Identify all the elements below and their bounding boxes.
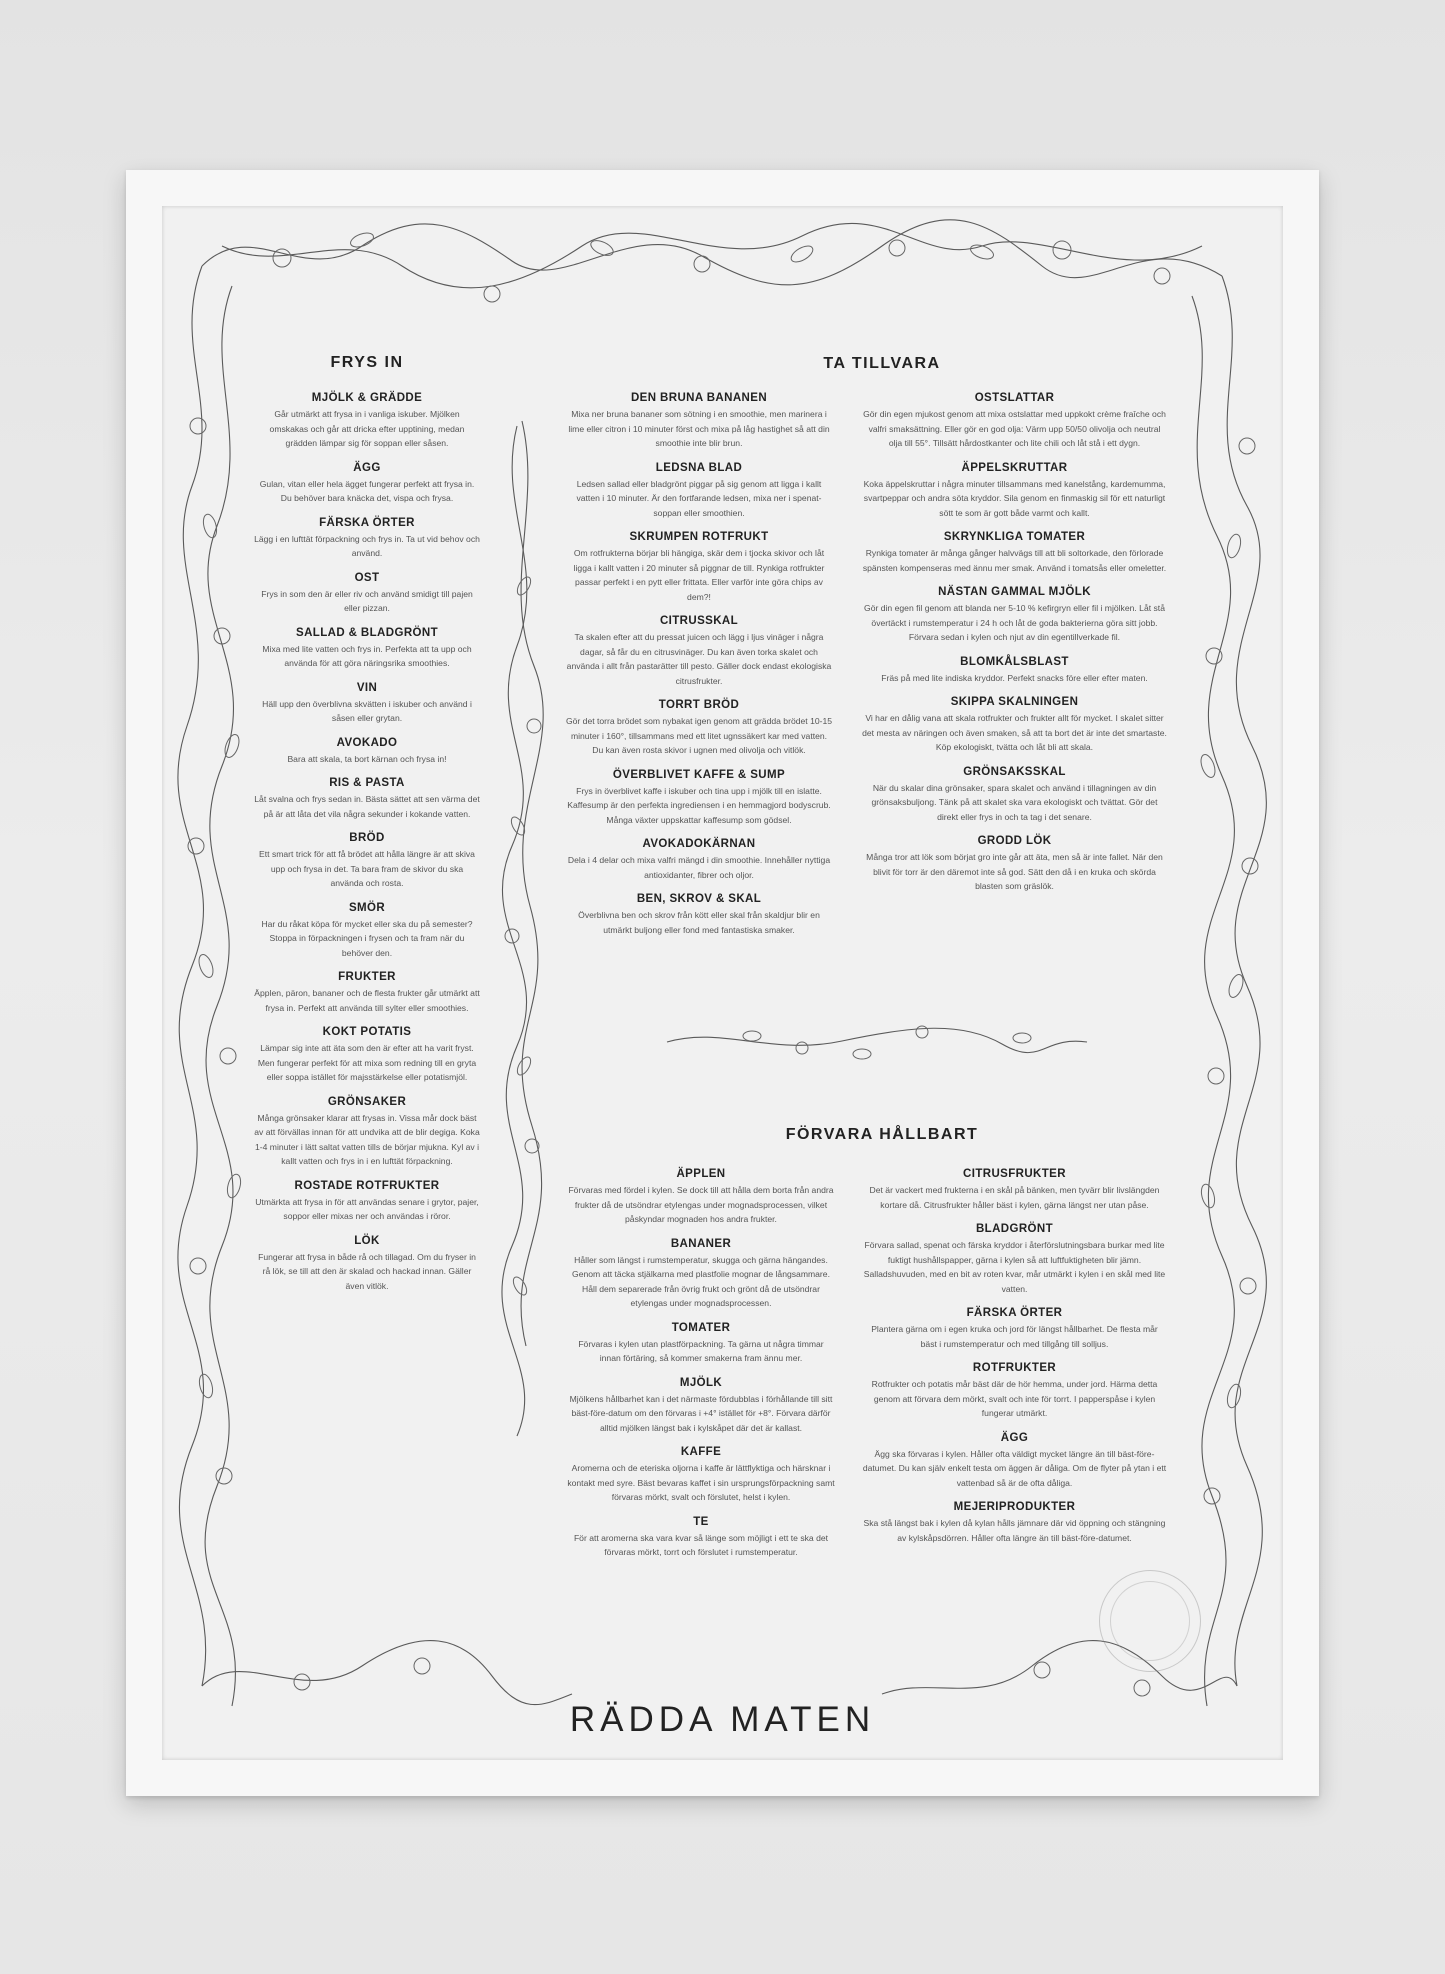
entry-title: TORRT BRÖD bbox=[658, 699, 740, 711]
entry bbox=[254, 971, 480, 1015]
entry-text: Förvara sallad, spenat och färska kryddor i återförslutningsbara burkar med lite fuktigt hushållspapper, gärna i kylen så att luftfuktigheten blir jämn. Salladshuvuden, med en bit av roten kvar, mår utmärkt i kylen i en skål med lite vatten. bbox=[863, 1240, 1166, 1294]
entry-text: Mjölkens hållbarhet kan i det närmaste fördubblas i förhållande till sitt bäst-före-datum om den förvaras i +4° istället för +8°. Förvara därför alltid mjölken längst bak i kylskåpet där det är kallast. bbox=[569, 1393, 833, 1433]
entry bbox=[565, 462, 833, 521]
entry-title: ÄGG bbox=[353, 461, 381, 474]
entry bbox=[862, 1168, 1167, 1212]
entry-text: Mixa med lite vatten och frys in. Perfekta att ta upp och använda för att göra näringsrika smoothies. bbox=[262, 643, 472, 668]
entry-text: Ledsen sallad eller bladgrönt piggar på sig genom att ligga i kallt vatten i 10 minuter. Är den fortfarande ledsen, mixa ner i spenat-soppan eller smoothien. bbox=[576, 478, 822, 518]
entry bbox=[862, 696, 1167, 755]
entry bbox=[254, 1026, 480, 1085]
entry bbox=[254, 777, 480, 821]
entry bbox=[862, 1501, 1167, 1545]
entry-title: OSTSLATTAR bbox=[974, 392, 1055, 404]
entry-title: OST bbox=[354, 571, 380, 584]
entry-text: Går utmärkt att frysa in i vanliga iskuber. Mjölken omskakas och går att dricka efter upptining, medan grädden lämpar sig för soppan eller såsen. bbox=[269, 409, 465, 448]
entry-title: ÄPPLEN bbox=[676, 1168, 726, 1180]
entry-text: Ska stå längst bak i kylen då kylan hålls jämnare där vid öppning och stängning av kylskåpsdörren. Håller ofta längre än till bäst-före-datumet. bbox=[863, 1518, 1166, 1543]
entry-title: FÄRSKA ÖRTER bbox=[966, 1307, 1063, 1319]
entry bbox=[254, 462, 480, 506]
entry-text: Rynkiga tomater är många gånger halvvägs till att bli soltorkade, den förlorade spänsten kompenseras med ännu mer smak. Använd i tomatsås eller omeletter. bbox=[862, 548, 1167, 573]
entry bbox=[862, 766, 1167, 825]
entry-title: BLOMKÅLSBLAST bbox=[960, 655, 1069, 668]
entry-text: Frys in som den är eller riv och använd smidigt till pajen eller pizzan. bbox=[261, 588, 473, 613]
entry bbox=[567, 1377, 835, 1436]
entry-title: LÖK bbox=[354, 1234, 380, 1247]
entry-text: Äpplen, päron, bananer och de flesta frukter går utmärkt att frysa in. Perfekt att använda till sylter eller smoothies. bbox=[254, 988, 480, 1013]
entry-title: VIN bbox=[356, 681, 378, 694]
entry-title: ÄPPELSKRUTTAR bbox=[961, 461, 1068, 474]
entry bbox=[565, 769, 833, 828]
entry-text: Håller som längst i rumstemperatur, skugga och gärna hängandes. Genom att täcka stjälkarna med plastfolie mognar de långsammare. Håll dem separerade från övrig frukt och grönt då de utsöndrar etylengas under mognadsprocessen. bbox=[572, 1254, 830, 1308]
entry-title: AVOKADOKÄRNAN bbox=[642, 838, 756, 850]
entry bbox=[862, 462, 1167, 521]
ta-tillvara-left-column bbox=[565, 392, 833, 948]
entry bbox=[254, 682, 480, 726]
entry bbox=[567, 1238, 835, 1311]
poster-frame bbox=[126, 170, 1319, 1796]
entry-text: Många tror att lök som börjat gro inte går att äta, men så är inte fallet. När den blivit för torr är den däremot inte så god. Sätt den då i en kruka och skörda blasten som gräslök. bbox=[866, 852, 1163, 891]
ta-tillvara-right-column bbox=[862, 392, 1167, 905]
entry-title: TE bbox=[693, 1515, 709, 1528]
entry-title: RIS & PASTA bbox=[329, 777, 405, 789]
entry-title: MJÖLK & GRÄDDE bbox=[311, 392, 423, 404]
frys-in-column bbox=[254, 392, 480, 1304]
entry bbox=[567, 1322, 835, 1366]
entry bbox=[862, 531, 1167, 575]
entry-text: Fräs på med lite indiska kryddor. Perfekt snacks före eller efter maten. bbox=[881, 672, 1148, 683]
entry-title: SALLAD & BLADGRÖNT bbox=[296, 626, 438, 639]
entry-text: Gör det torra brödet som nybakat igen genom att grädda brödet 10-15 minuter i 160°, tillsammans med ett litet ugnssäkert kar med vatten. Du kan även rosta skivor i ugnen med olivolja och vitlök. bbox=[565, 716, 833, 755]
entry-text: Har du råkat köpa för mycket eller ska du på semester? Stoppa in förpackningen i frysen och ta fram när du behöver den. bbox=[261, 918, 473, 958]
entry bbox=[565, 615, 833, 688]
entry-title: DEN BRUNA BANANEN bbox=[630, 392, 768, 404]
entry bbox=[565, 699, 833, 758]
entry bbox=[567, 1516, 835, 1560]
entry-title: SMÖR bbox=[348, 901, 386, 914]
entry bbox=[565, 531, 833, 604]
entry bbox=[254, 832, 480, 891]
entry-title: KOKT POTATIS bbox=[322, 1026, 412, 1038]
entry-text: Rotfrukter och potatis mår bäst där de hör hemma, under jord. Härma detta genom att förvara dem mörkt, svalt och inte för torrt. I papperspåse i kylen fungerar utmärkt. bbox=[871, 1379, 1158, 1418]
entry bbox=[565, 838, 833, 882]
entry bbox=[254, 1235, 480, 1294]
entry bbox=[254, 902, 480, 961]
entry-text: Fungerar att frysa in både rå och tillagad. Om du fryser in rå lök, se till att den är skalad och hackad innan. Gäller även vitlök. bbox=[258, 1251, 476, 1291]
entry-text: Låt svalna och frys sedan in. Bästa sättet att sen värma det på är att låta det vila några sekunder i kokande vatten. bbox=[254, 794, 480, 819]
entry bbox=[862, 1223, 1167, 1296]
entry-title: GRÖNSAKSSKAL bbox=[963, 765, 1066, 778]
entry-text: Plantera gärna om i egen kruka och jord för längst hållbarhet. De flesta mår bäst i rumstemperatur och med tillgång till solljus. bbox=[871, 1324, 1158, 1349]
entry-text: Ta skalen efter att du pressat juicen och lägg i ljus vinäger i några dagar, så får du en citrusvinäger. Du kan även torka skalet och använda i allt från pastarätter till pesto. Gäller dock endast ekologiska citrusfrukter. bbox=[566, 632, 832, 686]
entry bbox=[862, 1362, 1167, 1421]
entry-title: SKRUMPEN ROTFRUKT bbox=[629, 531, 769, 543]
frys-in-title: FRYS IN bbox=[330, 354, 404, 371]
entry-title: GRODD LÖK bbox=[977, 835, 1052, 847]
entry-text: Ett smart trick för att få brödet att hålla längre är att skiva upp och frysa in det. Ta bara fram de skivor du ska använda och rosta. bbox=[259, 849, 475, 888]
entry bbox=[862, 1307, 1167, 1351]
entry bbox=[567, 1446, 835, 1505]
entry-title: BEN, SKROV & SKAL bbox=[636, 893, 762, 905]
entry-text: Lägg i en lufttät förpackning och frys in. Ta ut vid behov och använd. bbox=[254, 533, 480, 558]
entry-title: ÖVERBLIVET KAFFE & SUMP bbox=[612, 768, 786, 781]
entry-text: Förvaras med fördel i kylen. Se dock till att hålla dem borta från andra frukter då de utsöndrar etylengas under mognadsprocessen, vilket påskyndar mognaden hos andra frukter. bbox=[568, 1185, 834, 1224]
entry-title: MEJERIPRODUKTER bbox=[953, 1501, 1076, 1513]
entry-text: Det är vackert med frukterna i en skål på bänken, men tyvärr blir livslängden kortare då. Citrusfrukter håller bäst i kylen, gärna längst ner utan påse. bbox=[869, 1185, 1160, 1210]
entry bbox=[254, 1096, 480, 1169]
entry-text: Överblivna ben och skrov från kött eller skal från skaldjur blir en utmärkt buljong eller fond med fantastiska smaker. bbox=[578, 910, 820, 935]
entry-title: MJÖLK bbox=[679, 1376, 723, 1389]
entry-text: Lämpar sig inte att äta som den är efter att ha varit fryst. Men fungerar perfekt för att mixa som redning till en gryta eller soppa istället för majsstärkelse eller potatismjöl. bbox=[257, 1043, 477, 1082]
entry-text: Dela i 4 delar och mixa valfri mängd i din smoothie. Innehåller nyttiga antioxidanter, fibrer och oljor. bbox=[567, 855, 831, 880]
entry bbox=[254, 1180, 480, 1224]
entry-text: Gör din egen fil genom att blanda ner 5-10 % kefirgryn eller fil i mjölken. Låt stå övertäckt i rumstemperatur i 24 h och låt de goda bakterierna göra sitt jobb. Förvara sedan i kylen och njut av din egentillverkade fil. bbox=[864, 603, 1165, 642]
entry bbox=[254, 737, 480, 767]
entry-text: När du skalar dina grönsaker, spara skalet och använd i tillagningen av din grönsaksbuljong. Tänk på att skalet ska vara ekologiskt och tvättat. Gör det direkt eller frys in och ta tag i det senare. bbox=[871, 782, 1158, 822]
entry-title: CITRUSFRUKTER bbox=[963, 1168, 1066, 1180]
entry-text: Utmärkta att frysa in för att användas senare i grytor, pajer, soppor eller mixas ner och användas i röror. bbox=[255, 1196, 479, 1221]
entry bbox=[254, 392, 480, 451]
entry bbox=[565, 893, 833, 937]
entry-text: Gulan, vitan eller hela ägget fungerar perfekt att frysa in. Du behöver bara knäcka det, vispa och frysa. bbox=[259, 478, 475, 503]
entry-text: Koka äppelskruttar i några minuter tillsammans med kanelstång, kardemumma, svartpeppar och andra söta kryddor. Sila genom en finmaskig sil för ett naturligt sött te som är gott både varmt och kallt. bbox=[863, 478, 1166, 518]
entry-title: SKIPPA SKALNINGEN bbox=[950, 696, 1079, 708]
entry bbox=[862, 392, 1167, 451]
entry-text: Mixa ner bruna bananer som sötning i en smoothie, men marinera i lime eller citron i 10 minuter först och mixa på låg hastighet så att din smoothie inte blir brun. bbox=[568, 409, 830, 448]
entry-title: BANANER bbox=[670, 1237, 732, 1250]
entry-text: Ägg ska förvaras i kylen. Håller ofta väldigt mycket längre än till bäst-före-datumet. Du kan själv enkelt testa om äggen är dåliga. Om de flyter på ytan i ett vattenbad så är de ofta dåliga. bbox=[862, 1448, 1167, 1488]
entry-title: GRÖNSAKER bbox=[327, 1095, 407, 1108]
entry-text: För att aromerna ska vara kvar så länge som möjligt i ett te ska det förvaras mörkt, torrt och förslutet i rumstemperatur. bbox=[573, 1532, 829, 1557]
ta-tillvara-title: TA TILLVARA bbox=[823, 355, 941, 372]
entry bbox=[565, 392, 833, 451]
entry bbox=[254, 627, 480, 671]
poster bbox=[162, 206, 1283, 1760]
entry-text: Häll upp den överblivna skvätten i iskuber och använd i såsen eller grytan. bbox=[262, 698, 472, 723]
entry-title: FÄRSKA ÖRTER bbox=[319, 516, 415, 529]
entry bbox=[254, 572, 480, 616]
entry-text: Frys in överblivet kaffe i iskuber och tina upp i mjölk till en islatte. Kaffesump är den perfekta ingrediensen i en hemmagjord bodyscrub. Många växter uppskattar kaffesump som gödsel. bbox=[567, 785, 831, 825]
entry bbox=[862, 1432, 1167, 1491]
maker-stamp bbox=[1099, 1570, 1201, 1672]
forvara-left-column bbox=[567, 1168, 835, 1571]
entry-title: CITRUSSKAL bbox=[659, 615, 739, 627]
entry bbox=[862, 586, 1167, 645]
brand-title: RÄDDA MATEN bbox=[569, 1700, 876, 1739]
entry-title: ROTFRUKTER bbox=[972, 1362, 1057, 1374]
entry-text: Bara att skala, ta bort kärnan och frysa in! bbox=[287, 753, 447, 764]
entry-text: Förvaras i kylen utan plastförpackning. Ta gärna ut några timmar innan förtäring, så kommer smakerna fram ännu mer. bbox=[578, 1338, 824, 1363]
entry bbox=[862, 835, 1167, 894]
entry-title: BRÖD bbox=[349, 832, 385, 844]
forvara-right-column bbox=[862, 1168, 1167, 1556]
entry-title: TOMATER bbox=[671, 1321, 731, 1334]
forvara-hallbart-title: FÖRVARA HÅLLBART bbox=[785, 1126, 979, 1143]
entry-text: Många grönsaker klarar att frysas in. Vissa mår dock bäst av att förvällas innan för att undvika att de blir degiga. Koka 1-4 minuter i lätt saltat vatten tills de börjar mjukna. Kyl av i kallt vatten och frys in i en lufttät förpackning. bbox=[254, 1112, 480, 1166]
entry-text: Vi har en dålig vana att skala rotfrukter och frukter allt för mycket. I skalet sitter det mesta av näringen och även smaken, så att ta bort det är inte det smartaste. Köp ekologiskt, tvätta och låt bli att skala. bbox=[862, 713, 1167, 752]
entry bbox=[567, 1168, 835, 1227]
entry-title: FRUKTER bbox=[338, 971, 396, 983]
entry bbox=[862, 656, 1167, 686]
entry-text: Om rotfrukterna börjar bli hängiga, skär dem i tjocka skivor och låt ligga i kallt vatten i 20 minuter så piggnar de till. Rynkiga rotfrukter passar perfekt i en pytt eller frittata. Eller varför inte göra chips av dem?! bbox=[573, 548, 825, 602]
entry-title: LEDSNA BLAD bbox=[655, 461, 743, 474]
entry-text: Gör din egen mjukost genom att mixa ostslattar med uppkokt crème fraîche och valfri smaksättning. Eller gör en god olja: Värm upp 50/50 olivolja och neutral olja till 55°. Tillsätt hårdostkanter och lite chili och låt stå i ett dygn. bbox=[863, 409, 1166, 448]
entry-title: ROSTADE ROTFRUKTER bbox=[294, 1179, 440, 1192]
entry bbox=[254, 517, 480, 561]
entry-title: NÄSTAN GAMMAL MJÖLK bbox=[938, 586, 1091, 598]
entry-title: SKRYNKLIGA TOMATER bbox=[943, 531, 1086, 543]
entry-text: Aromerna och de eteriska oljorna i kaffe är lättflyktiga och härsknar i kontakt med syre. Bäst bevaras kaffet i sin ursprungsförpackning samt förvaras mörkt, svalt och förslutet, helst i kylen. bbox=[567, 1463, 835, 1502]
entry-title: ÄGG bbox=[1000, 1431, 1029, 1444]
entry-title: BLADGRÖNT bbox=[975, 1223, 1054, 1235]
entry-title: KAFFE bbox=[680, 1446, 722, 1458]
entry-title: AVOKADO bbox=[336, 736, 398, 749]
